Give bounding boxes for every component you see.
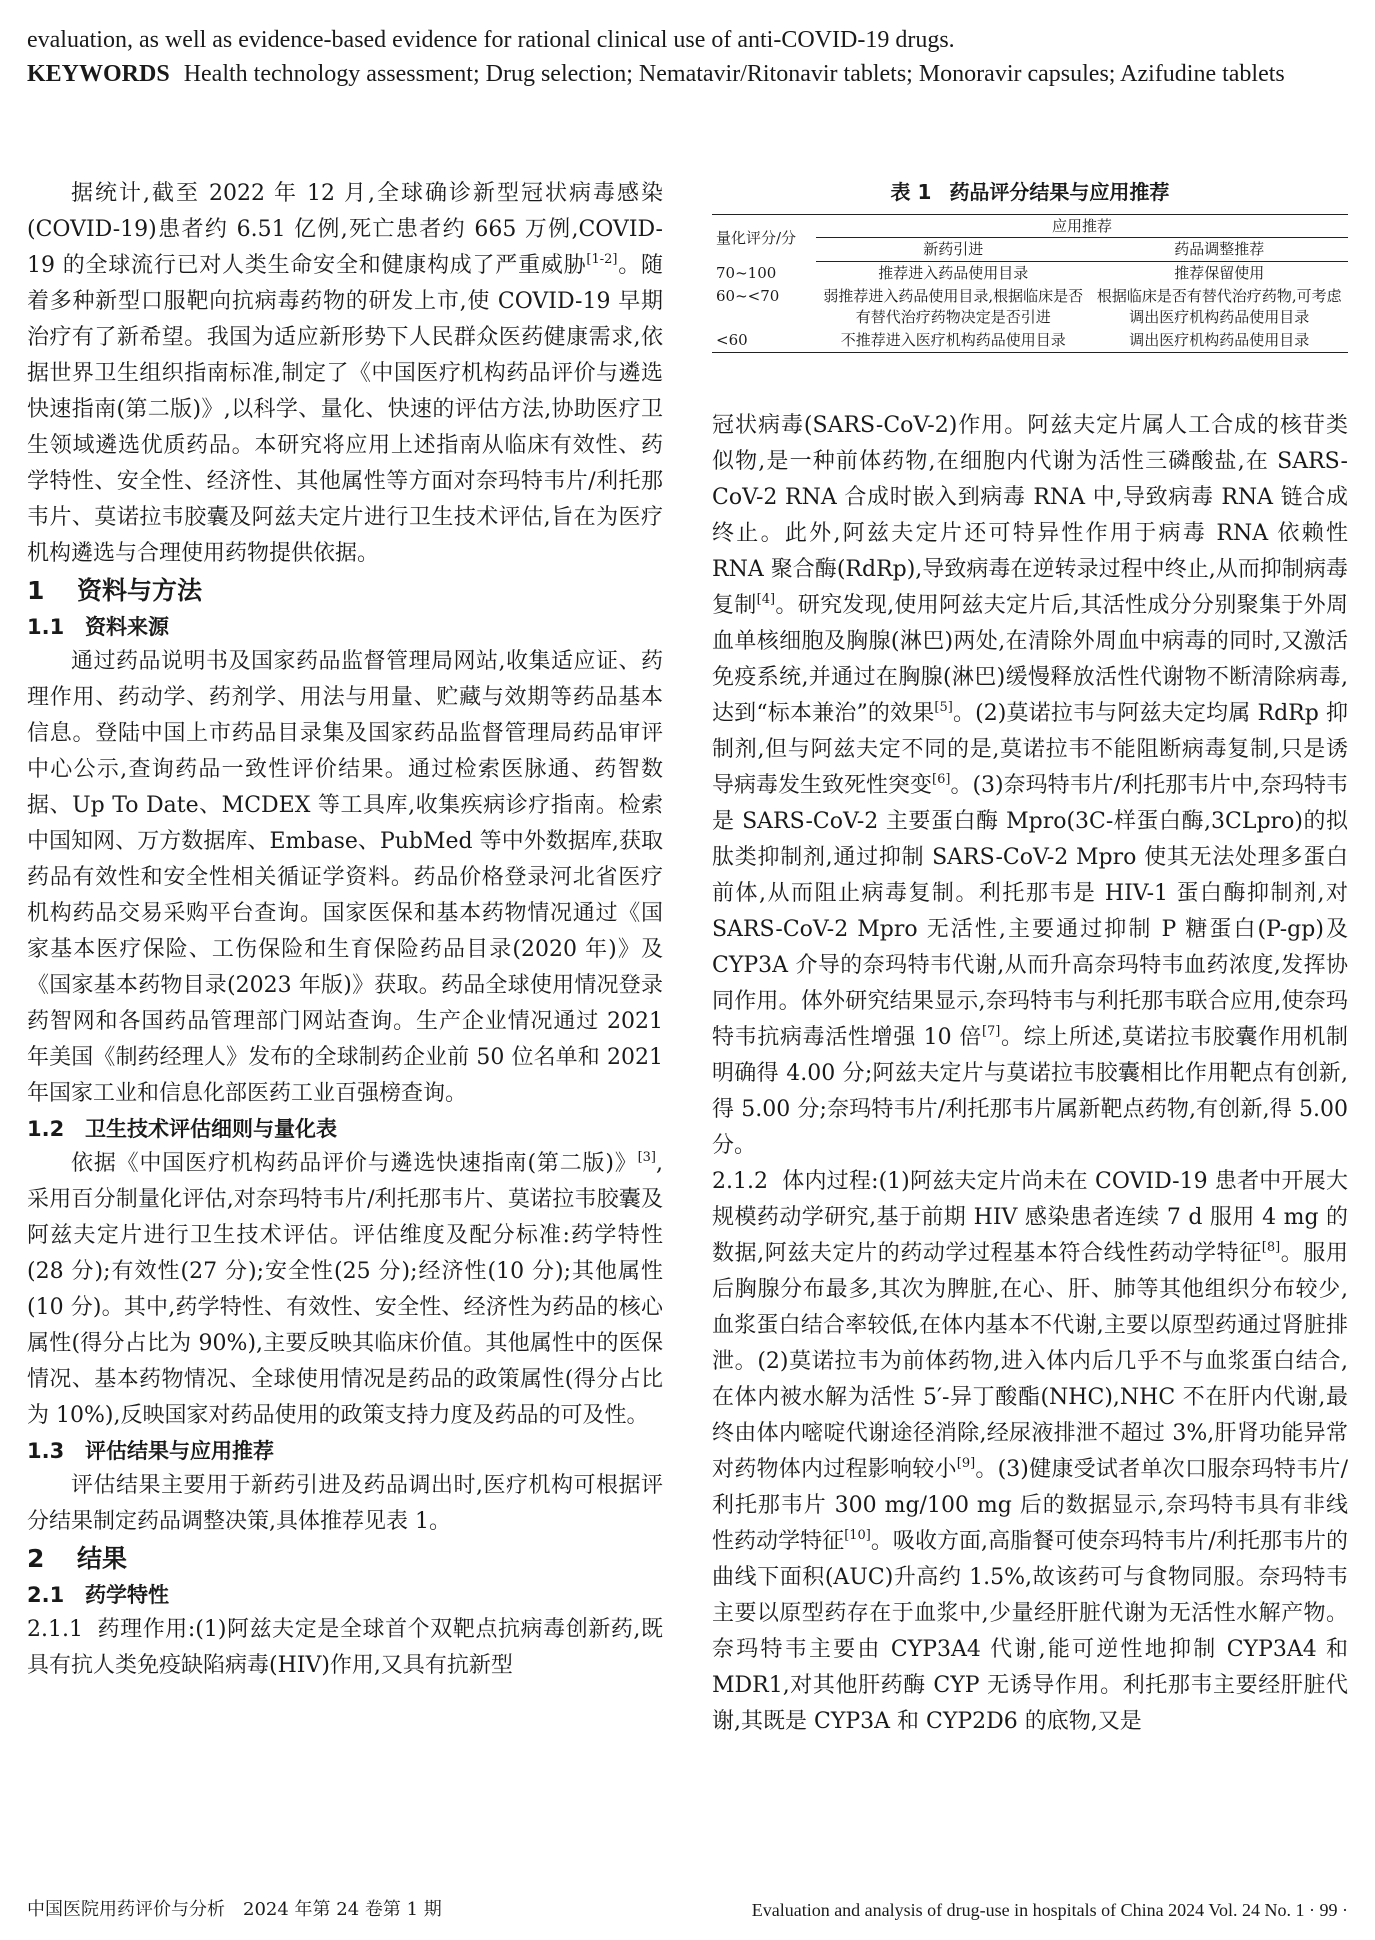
keywords-text: Health technology assessment; Drug selection; Nematavir/Ritonavir tablets; Monoravir capsules; Azifudine tablets [183,61,1285,87]
subsection-heading-1-1 [27,610,663,644]
section-title: 资料与方法 [77,576,203,605]
subsection-number: 2.1 [27,1583,65,1607]
section-number: 2 [27,1544,45,1573]
paragraph-text: 药理作用:(1)阿兹夫定是全球首个双靶点抗病毒创新药,既具有抗人类免疫缺陷病毒(HIV)作用,又具有抗新型 [27,1617,663,1678]
citation: [4] [756,592,776,607]
paragraph-2-1-1 [27,1612,663,1684]
table-title: 药品评分结果与应用推荐 [949,180,1170,204]
table-header-row [712,215,1348,238]
citation: [7] [981,1024,1001,1039]
paragraph-1-1: 通过药品说明书及国家药品监督管理局网站,收集适应证、药理作用、药动学、药剂学、用法与用量、贮藏与效期等药品基本信息。登陆中国上市药品目录集及国家药品监督管理局药品审评中心公示,查询药品一致性评价结果。通过检索医脉通、药智数据、Up To Date、MCDEX 等工具库,收集疾病诊疗指南。检索中国知网、万方数据库、Embase、PubMed 等中外数据库,获取药品有效性和安全性相关循证学资料。药品价格登录河北省医疗机构药品交易采购平台查询。国家医保和基本药物情况通过《国家基本医疗保险、工伤保险和生育保险药品目录(2020 年)》及《国家基本药物目录(2023 年版)》获取。药品全球使用情况登录药智网和各国药品管理部门网站查询。生产企业情况通过 2021 年美国《制药经理人》发布的全球制药企业前 50 位名单和 2021 年国家工业和信息化部医药工业百强榜查询。 [27,649,663,1106]
subsection-title: 卫生技术评估细则与量化表 [85,1117,337,1141]
subsection-number: 1.3 [27,1439,65,1463]
paragraph-text: 体内过程:(1)阿兹夫定片尚未在 COVID-19 患者中开展大规模药动学研究,基于前期 HIV 感染患者连续 7 d 服用 4 mg 的数据,阿兹夫定片的药动学过程基本符合线性药动学特征 [712,1169,1348,1266]
section-heading-2 [27,1540,663,1578]
table-row [712,285,1348,329]
paragraph-text: ,采用百分制量化评估,对奈玛特韦片/利托那韦片、莫诺拉韦胶囊及阿兹夫定片进行卫生技术评估。评估维度及配分标准:药学特性(28 分);有效性(27 分);安全性(25 分);经济性(10 分);其他属性(10 分)。其中,药学特性、有效性、安全性、经济性为药品的核心属性(得分占比为 90%),主要反映其临床价值。其他属性中的医保情况、基本药物情况、全球使用情况是药品的政策属性(得分占比为 10%),反映国家对药品使用的政策支持力度及药品的可及性。 [27,1151,663,1428]
table-caption [712,177,1348,207]
section-title: 结果 [77,1544,128,1573]
table-cell-score: <60 [712,329,816,353]
citation: [6] [932,772,951,787]
section-heading-1 [27,572,663,610]
recommendation-group-header: 应用推荐 [816,215,1348,238]
table-cell-score: 60~<70 [716,287,780,305]
keywords-label: KEYWORDS [27,61,170,87]
table-cell-adjustment: 推荐保留使用 [1174,264,1265,282]
table-cell-adjustment: 调出医疗机构药品使用目录 [1091,329,1349,353]
paragraph-text: 。(3)健康受试者单次口服奈玛特韦片/利托那韦片 300 mg/100 mg 后的数据显示,奈玛特韦具有非线性药动学特征 [712,1457,1348,1554]
subsection-title: 评估结果与应用推荐 [85,1439,274,1463]
recommendation-table [712,214,1348,353]
intro-paragraph [27,176,663,572]
new-drug-column-header: 新药引进 [816,238,1091,262]
table-row [712,329,1348,353]
paragraph-text: 冠状病毒(SARS-CoV-2)作用。阿兹夫定片属人工合成的核苷类似物,是一种前体药物,在细胞内代谢为活性三磷酸盐,在 SARS-CoV-2 RNA 合成时嵌入到病毒 RNA 中,导致病毒 RNA 链合成终止。此外,阿兹夫定片还可特异性作用于病毒 RNA 依赖性 RNA 聚合酶(RdRp),导致病毒在逆转录过程中终止,从而抑制病毒复制 [712,413,1348,618]
subsection-heading-1-2 [27,1112,663,1146]
section-number: 1 [27,576,45,605]
keywords [27,58,1352,91]
table-cell-score: 70~100 [716,263,777,282]
citation: [8] [1261,1240,1281,1255]
subsection-heading-2-1 [27,1578,663,1612]
intro-text: 据统计,截至 2022 年 12 月,全球确诊新型冠状病毒感染(COVID-19)患者约 6.51 亿例,死亡患者约 665 万例,COVID-19 的全球流行已对人类生命安全和健康构成了严重威胁 [27,181,663,278]
footer-journal-en: Evaluation and analysis of drug-use in hospitals of China 2024 Vol. 24 No. 1 · 99 · [751,1900,1348,1920]
left-column [27,176,663,1684]
citation: [5] [934,700,953,715]
paragraph-text: 。(3)奈玛特韦片/利托那韦片中,奈玛特韦是 SARS-CoV-2 主要蛋白酶 Mpro(3C-样蛋白酶,3CLpro)的拟肽类抑制剂,通过抑制 SARS-CoV-2 Mpro 使其无法处理多蛋白前体,从而阻止病毒复制。利托那韦是 HIV-1 蛋白酶抑制剂,对 SARS-CoV-2 Mpro 无活性,主要通过抑制 P 糖蛋白(P-gp)及 CYP3A 介导的奈玛特韦代谢,从而升高奈玛特韦血药浓度,发挥协同作用。体外研究结果显示,奈玛特韦与利托那韦联合应用,使奈玛特韦抗病毒活性增强 10 倍 [712,773,1349,1050]
table-cell-adjustment: 根据临床是否有替代治疗药物,可考虑调出医疗机构药品使用目录 [1096,287,1342,326]
paragraph-2-1-2 [712,1164,1348,1740]
subsection-title: 药学特性 [85,1583,169,1607]
score-column-header: 量化评分/分 [712,215,816,262]
paragraph-text: 。服用后胸腺分布最多,其次为脾脏,在心、肝、肺等其他组织分布较少,血浆蛋白结合率较低,在体内基本不代谢,主要以原型药通过肾脏排泄。(2)莫诺拉韦为前体药物,进入体内后几乎不与血浆蛋白结合,在体内被水解为活性 5′-异丁酸酯(NHC),NHC 不在肝内代谢,最终由体内嘧啶代谢途径消除,经尿液排泄不超过 3%,肝肾功能异常对药物体内过程影响较小 [712,1241,1348,1482]
citation: [10] [844,1528,871,1543]
intro-text-2: 。随着多种新型口服靶向抗病毒药物的研发上市,使 COVID-19 早期治疗有了新希望。我国为适应新形势下人民群众医药健康需求,依据世界卫生组织指南标准,制定了《中国医疗机构药品评价与遴选快速指南(第二版)》,以科学、量化、快速的评估方法,协助医疗卫生领域遴选优质药品。本研究将应用上述指南从临床有效性、药学特性、安全性、经济性、其他属性等方面对奈玛特韦片/利托那韦片、莫诺拉韦胶囊及阿兹夫定片进行卫生技术评估,旨在为医疗机构遴选与合理使用药物提供依据。 [27,253,663,566]
citation: [1-2] [586,252,618,267]
paragraph-text: 。综上所述,莫诺拉韦胶囊作用机制明确得 4.00 分;阿兹夫定片与莫诺拉韦胶囊相比作用靶点有创新,得 5.00 分;奈玛特韦片/利托那韦片属新靶点药物,有创新,得 5.00 分。 [712,1025,1348,1158]
table-cell-new-drug: 弱推荐进入药品使用目录,根据临床是否有替代治疗药物决定是否引进 [823,287,1084,326]
subsection-number: 1.2 [27,1117,65,1141]
paragraph-text: 。研究发现,使用阿兹夫定片后,其活性成分分别聚集于外周血单核细胞及胸腺(淋巴)两处,在清除外周血中病毒的同时,又激活免疫系统,并通过在胸腺(淋巴)缓慢释放活性代谢物不断清除病毒,达到“标本兼治”的效果 [712,593,1348,726]
table-cell-new-drug: 推荐进入药品使用目录 [878,264,1029,282]
adjustment-column-header: 药品调整推荐 [1091,238,1349,262]
subsubsection-number: 2.1.1 [27,1617,83,1642]
citation: [9] [956,1456,976,1471]
right-column [712,408,1348,1740]
abstract-tail: evaluation, as well as evidence-based evidence for rational clinical use of anti-COVID-19 drugs. [27,27,955,53]
subsubsection-number: 2.1.2 [712,1169,768,1194]
footer-journal-cn: 中国医院用药评价与分析 2024 年第 24 卷第 1 期 [27,1899,442,1920]
subsection-number: 1.1 [27,615,65,639]
subsection-heading-1-3 [27,1434,663,1468]
subsection-title: 资料来源 [85,615,169,639]
paragraph-text: 。(2)莫诺拉韦与阿兹夫定均属 RdRp 抑制剂,但与阿兹夫定不同的是,莫诺拉韦不能阻断病毒复制,只是诱导病毒发生致死性突变 [712,701,1348,798]
table-row [712,262,1348,286]
paragraph-text: 。吸收方面,高脂餐可使奈玛特韦片/利托那韦片的曲线下面积(AUC)升高约 1.5%,故该药可与食物同服。奈玛特韦主要以原型药存在于血浆中,少量经肝脏代谢为无活性水解产物。奈玛特韦主要由 CYP3A4 代谢,能可逆性地抑制 CYP3A4 和 MDR1,对其他肝药酶 CYP 无诱导作用。利托那韦主要经肝脏代谢,其既是 CYP3A 和 CYP2D6 的底物,又是 [712,1529,1348,1734]
paragraph-1-2 [27,1146,663,1434]
paragraph-1-3: 评估结果主要用于新药引进及药品调出时,医疗机构可根据评分结果制定药品调整决策,具体推荐见表 1。 [27,1473,663,1534]
paragraph-2-1-1-cont [712,408,1348,1164]
table-cell-new-drug: 不推荐进入医疗机构药品使用目录 [816,329,1091,353]
paragraph-text: 依据《中国医疗机构药品评价与遴选快速指南(第二版)》 [71,1151,638,1176]
table-number: 表 1 [890,180,932,204]
citation: [3] [637,1150,656,1165]
